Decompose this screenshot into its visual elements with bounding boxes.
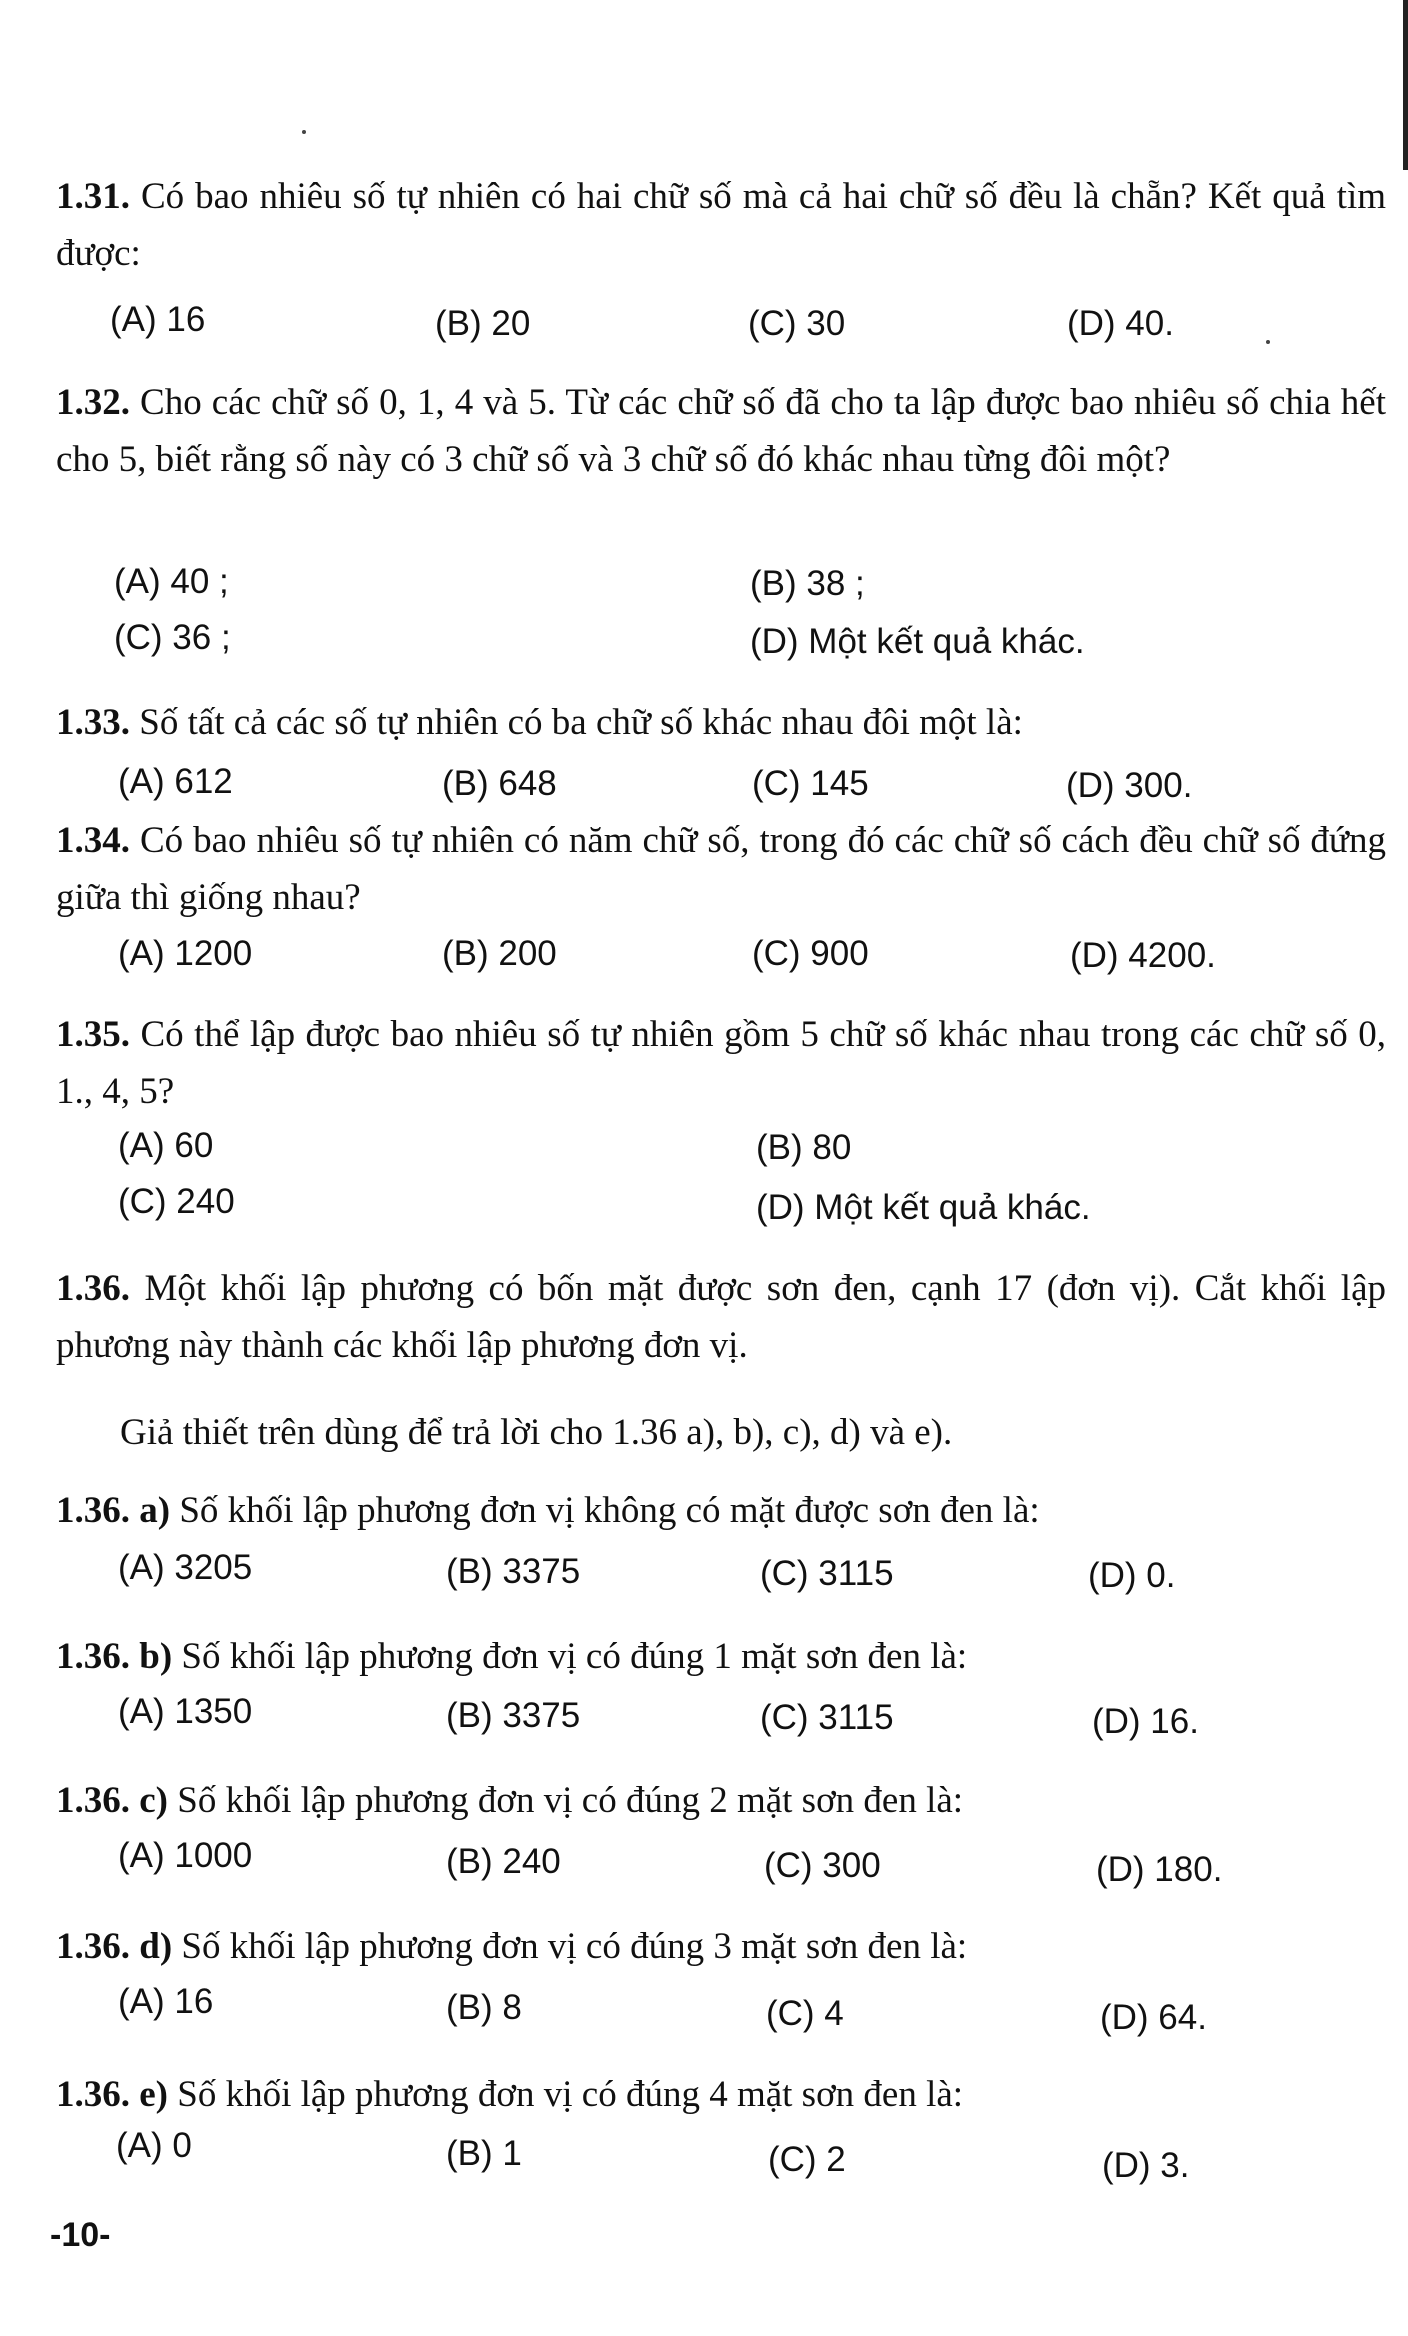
- option-a: (A) 1000: [118, 1836, 253, 1875]
- option-b: (B) 8: [446, 1988, 522, 2027]
- question-text: Số khối lập phương đơn vị có đúng 1 mặt sơn đen là:: [172, 1636, 968, 1677]
- question-1-36-c: [56, 1772, 1386, 1829]
- option-c: (C) 300: [764, 1846, 881, 1885]
- option-b: (B) 80: [756, 1128, 852, 1167]
- question-number: 1.35.: [56, 1014, 130, 1055]
- question-number: 1.36.: [56, 1268, 130, 1309]
- question-text: Số tất cả các số tự nhiên có ba chữ số khác nhau đôi một là:: [130, 702, 1023, 743]
- question-number: 1.34.: [56, 820, 130, 861]
- speck: [302, 130, 306, 134]
- option-c: (C) 36 ;: [114, 618, 231, 657]
- question-1-36-a: [56, 1482, 1386, 1539]
- question-1-33: [56, 694, 1386, 751]
- option-d: (D) Một kết quả khác.: [756, 1188, 1091, 1227]
- sub-label: b): [130, 1636, 173, 1677]
- option-a: (A) 612: [118, 762, 233, 801]
- option-b: (B) 20: [435, 304, 531, 343]
- option-b: (B) 1: [446, 2134, 522, 2173]
- question-1-35: [56, 1006, 1386, 1120]
- question-number: 1.36.: [56, 2074, 130, 2115]
- option-d: (D) 40.: [1067, 304, 1174, 343]
- option-a: (A) 0: [116, 2126, 192, 2165]
- sub-label: c): [130, 1780, 168, 1821]
- question-text: Số khối lập phương đơn vị có đúng 3 mặt sơn đen là:: [172, 1926, 968, 1967]
- question-number: 1.32.: [56, 382, 130, 423]
- question-1-36-d: [56, 1918, 1386, 1975]
- option-c: (C) 145: [752, 764, 869, 803]
- option-d: (D) 4200.: [1070, 936, 1216, 975]
- option-c: (C) 240: [118, 1182, 235, 1221]
- question-1-36-premise: [56, 1260, 1386, 1374]
- speck: [1266, 340, 1270, 344]
- option-a: (A) 40 ;: [114, 562, 229, 601]
- question-text: Số khối lập phương đơn vị có đúng 4 mặt sơn đen là:: [168, 2074, 964, 2115]
- option-c: (C) 3115: [760, 1554, 894, 1593]
- option-a: (A) 1200: [118, 934, 253, 973]
- option-a: (A) 3205: [118, 1548, 253, 1587]
- page-edge-shadow: [1403, 0, 1408, 170]
- option-b: (B) 648: [442, 764, 557, 803]
- question-number: 1.31.: [56, 176, 130, 217]
- option-a: (A) 1350: [118, 1692, 253, 1731]
- sub-label: a): [130, 1490, 171, 1531]
- option-b: (B) 3375: [446, 1696, 581, 1735]
- option-d: (D) 64.: [1100, 1998, 1207, 2037]
- question-number: 1.36.: [56, 1636, 130, 1677]
- option-c: (C) 3115: [760, 1698, 894, 1737]
- question-1-32: [56, 374, 1386, 488]
- option-c: (C) 900: [752, 934, 869, 973]
- question-text: Số khối lập phương đơn vị không có mặt được sơn đen là:: [170, 1490, 1040, 1531]
- question-number: 1.36.: [56, 1926, 130, 1967]
- option-c: (C) 2: [768, 2140, 846, 2179]
- question-text: Có bao nhiêu số tự nhiên có hai chữ số mà cả hai chữ số đều là chẵn? Kết quả tìm được:: [56, 176, 1386, 274]
- question-text: Số khối lập phương đơn vị có đúng 2 mặt sơn đen là:: [168, 1780, 964, 1821]
- option-b: (B) 3375: [446, 1552, 581, 1591]
- question-text: Cho các chữ số 0, 1, 4 và 5. Từ các chữ số đã cho ta lập được bao nhiêu số chia hết cho 5, biết rằng số này có 3 chữ số và 3 chữ số đó khác nhau từng đôi một?: [56, 382, 1386, 480]
- option-d: (D) 180.: [1096, 1850, 1223, 1889]
- option-a: (A) 60: [118, 1126, 214, 1165]
- question-number: 1.36.: [56, 1780, 130, 1821]
- option-d: (D) 0.: [1088, 1556, 1176, 1595]
- question-1-34: [56, 812, 1386, 926]
- option-b: (B) 240: [446, 1842, 561, 1881]
- option-c: (C) 30: [748, 304, 846, 343]
- option-d: (D) 16.: [1092, 1702, 1199, 1741]
- option-d: (D) 3.: [1102, 2146, 1190, 2185]
- question-text: Có bao nhiêu số tự nhiên có năm chữ số, trong đó các chữ số cách đều chữ số đứng giữa thì giống nhau?: [56, 820, 1386, 918]
- question-text: Một khối lập phương có bốn mặt được sơn đen, cạnh 17 (đơn vị). Cắt khối lập phương này thành các khối lập phương đơn vị.: [56, 1268, 1386, 1366]
- question-number: 1.33.: [56, 702, 130, 743]
- page-number: -10-: [50, 2216, 111, 2254]
- option-d: (D) Một kết quả khác.: [750, 622, 1085, 661]
- option-d: (D) 300.: [1066, 766, 1193, 805]
- premise-note: Giả thiết trên dùng để trả lời cho 1.36 a), b), c), d) và e).: [120, 1412, 953, 1453]
- question-1-31: [56, 168, 1386, 282]
- option-c: (C) 4: [766, 1994, 844, 2033]
- question-1-36-e: [56, 2066, 1386, 2123]
- question-number: 1.36.: [56, 1490, 130, 1531]
- question-text: Có thể lập được bao nhiêu số tự nhiên gồm 5 chữ số khác nhau trong các chữ số 0, 1., 4, 5?: [56, 1014, 1386, 1112]
- option-a: (A) 16: [118, 1982, 214, 2021]
- sub-label: e): [130, 2074, 168, 2115]
- question-1-36-b: [56, 1628, 1386, 1685]
- sub-label: d): [130, 1926, 173, 1967]
- option-a: (A) 16: [110, 300, 206, 339]
- option-b: (B) 200: [442, 934, 557, 973]
- option-b: (B) 38 ;: [750, 564, 865, 603]
